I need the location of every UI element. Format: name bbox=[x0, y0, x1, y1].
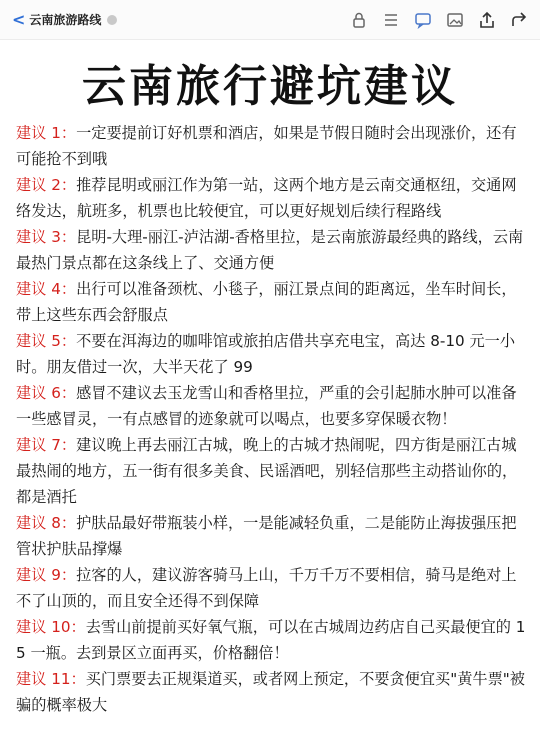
tip-label: 建议 11： bbox=[16, 670, 86, 688]
tip-item bbox=[16, 120, 526, 172]
tip-label: 建议 6： bbox=[16, 384, 77, 402]
list-icon[interactable] bbox=[382, 11, 400, 29]
tip-item bbox=[16, 224, 526, 276]
tip-item bbox=[16, 614, 526, 666]
tip-label: 建议 5： bbox=[16, 332, 77, 350]
tip-item bbox=[16, 276, 526, 328]
tip-text: 感冒不建议去玉龙雪山和香格里拉，严重的会引起肺水肿可以准备一些感冒灵，一有点感冒的迹象就可以喝点，也要多穿保暖衣物！ bbox=[16, 384, 517, 428]
page-title: 云南旅行避坑建议 bbox=[82, 61, 458, 112]
tips-list bbox=[0, 120, 540, 718]
tip-label: 建议 3： bbox=[16, 228, 77, 246]
tip-label: 建议 2： bbox=[16, 176, 77, 194]
tip-item bbox=[16, 328, 526, 380]
tip-text: 去雪山前提前买好氧气瓶，可以在古城周边药店自己买最便宜的 15 一瓶。去到景区立面再买，价格翻倍！ bbox=[16, 618, 526, 662]
notebook-name[interactable]: 云南旅游路线 bbox=[29, 13, 102, 27]
top-toolbar bbox=[0, 0, 540, 40]
share-icon[interactable] bbox=[478, 11, 496, 29]
tip-text: 一定要提前订好机票和酒店，如果是节假日随时会出现涨价，还有可能抢不到哦 bbox=[16, 124, 517, 168]
tip-text: 买门票要去正规渠道买，或者网上预定，不要贪便宜买"黄牛票"被骗的概率极大 bbox=[16, 670, 525, 714]
tip-text: 不要在洱海边的咖啡馆或旅拍店借共享充电宝，高达 8-10 元一小时。朋友借过一次，大半天花了 99 bbox=[16, 332, 516, 376]
back-button[interactable]: < bbox=[12, 10, 26, 29]
tip-item bbox=[16, 172, 526, 224]
image-icon[interactable] bbox=[446, 11, 464, 29]
tip-text: 昆明-大理-丽江-泸沽湖-香格里拉，是云南旅游最经典的路线，云南最热门景点都在这条线上了、交通方便 bbox=[16, 228, 524, 272]
tip-text: 出行可以准备颈枕、小毯子，丽江景点间的距离远，坐车时间长，带上这些东西会舒服点 bbox=[16, 280, 517, 324]
tip-item bbox=[16, 432, 526, 510]
tip-item bbox=[16, 380, 526, 432]
tip-item bbox=[16, 510, 526, 562]
tip-label: 建议 1： bbox=[16, 124, 77, 142]
tip-label: 建议 7： bbox=[16, 436, 77, 454]
tip-label: 建议 10： bbox=[16, 618, 86, 636]
tip-text: 建议晚上再去丽江古城，晚上的古城才热闹呢，四方街是丽江古城最热闹的地方，五一街有很多美食、民谣酒吧，别轻信那些主动搭讪你的，都是酒托 bbox=[16, 436, 518, 506]
tip-item bbox=[16, 562, 526, 614]
tip-text: 拉客的人，建议游客骑马上山，千万千万不要相信，骑马是绝对上不了山顶的，而且安全还得不到保障 bbox=[16, 566, 517, 610]
tip-text: 护肤品最好带瓶装小样，一是能减轻负重，二是能防止海拔强压把管状护肤品撑爆 bbox=[16, 514, 517, 558]
sync-status-icon bbox=[107, 15, 117, 25]
tip-item bbox=[16, 666, 526, 718]
tip-label: 建议 4： bbox=[16, 280, 77, 298]
comment-icon[interactable] bbox=[414, 11, 432, 29]
tip-text: 推荐昆明或丽江作为第一站，这两个地方是云南交通枢纽，交通网络发达，航班多，机票也比较便宜，可以更好规划后续行程路线 bbox=[16, 176, 517, 220]
tip-label: 建议 8： bbox=[16, 514, 77, 532]
forward-icon[interactable] bbox=[510, 11, 528, 29]
lock-icon[interactable] bbox=[350, 11, 368, 29]
toolbar-actions bbox=[350, 11, 528, 29]
tip-label: 建议 9： bbox=[16, 566, 77, 584]
